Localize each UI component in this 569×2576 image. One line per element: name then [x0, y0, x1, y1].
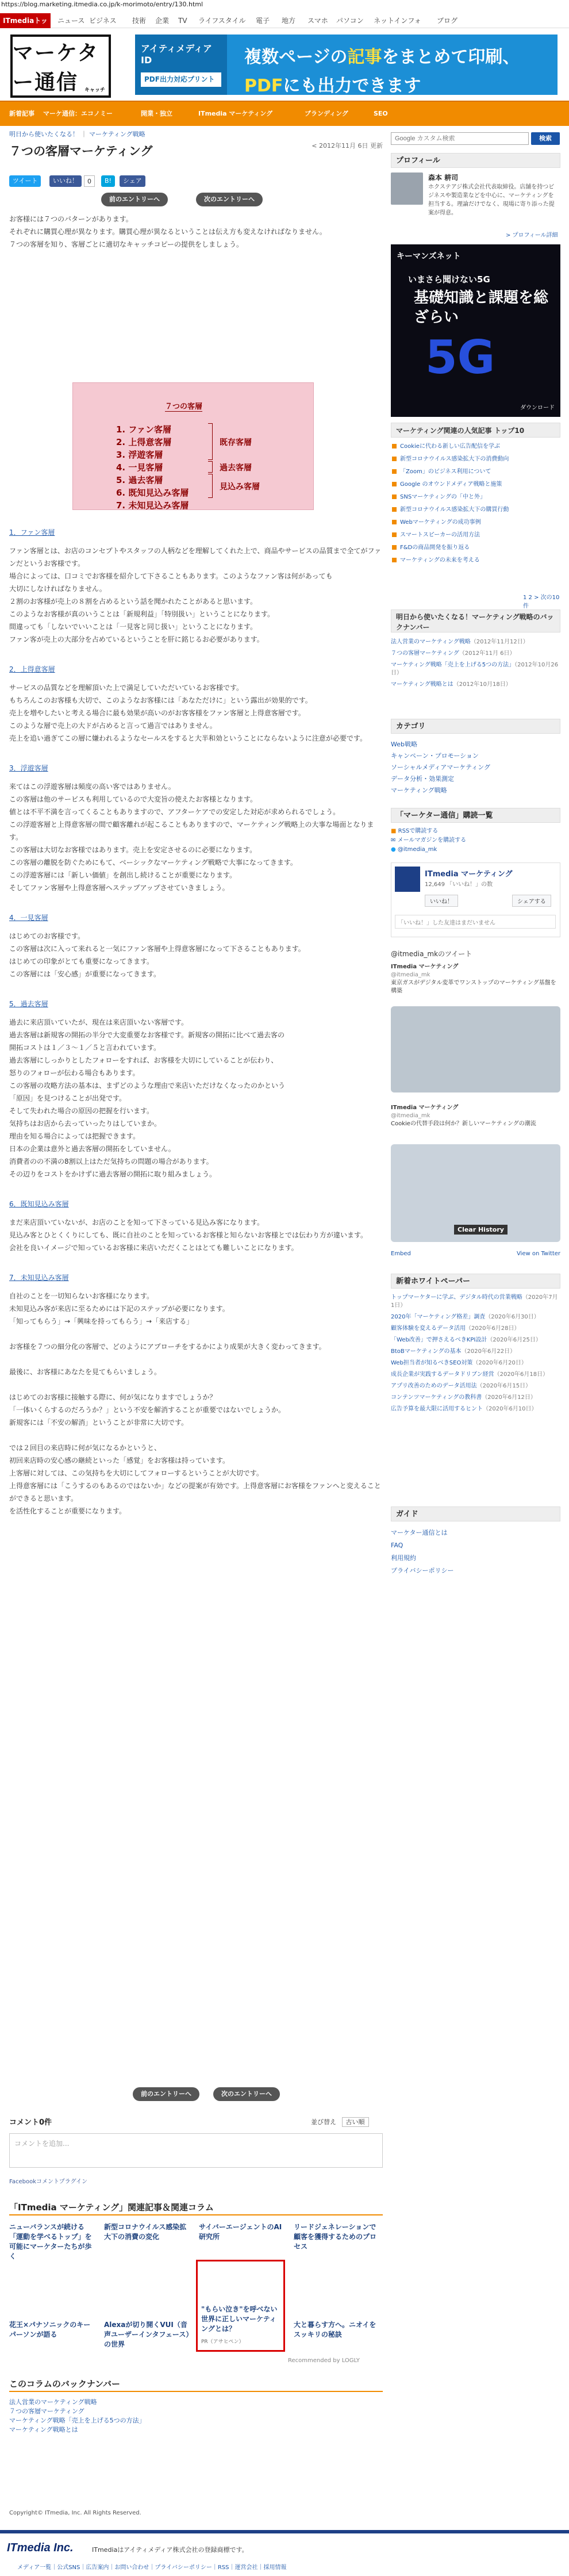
body-paragraph: その辺りをコストをかけずに過去客層の開拓に取り組みましょう。 — [9, 1170, 217, 1178]
cat-nav-seo[interactable]: SEO — [374, 110, 388, 117]
fb-page-avatar — [395, 867, 420, 892]
body-paragraph: サービスの品質などを理解頂いた上で満足していただいているお客様です。 — [9, 684, 244, 692]
tweet-button[interactable]: ツイート — [9, 175, 41, 187]
diagram-brace — [208, 474, 213, 498]
breadcrumb — [9, 129, 383, 139]
nav-item-pc[interactable]: パソコン — [336, 17, 364, 25]
whitepaper-item[interactable]: 成長企業が実践するデータドリブン経営（2020年6月18日） — [391, 1371, 549, 1378]
bullet-icon — [392, 558, 397, 562]
diagram-brace — [208, 461, 213, 473]
category-nav — [0, 101, 569, 126]
diagram-group-past: 過去客層 — [220, 463, 252, 473]
whitepaper-item[interactable]: 顧客体験を変えるデータ活用（2020年6月28日） — [391, 1325, 520, 1332]
social-buttons — [9, 175, 383, 188]
cat-nav-economy[interactable]: マーケ通信：エコノミー — [43, 110, 113, 117]
breadcrumb-category[interactable]: マーケティング戦略 — [89, 131, 145, 138]
site-logo[interactable] — [10, 34, 111, 98]
ad-sub: いまさら聞けない5G — [408, 274, 490, 285]
fb-page-name[interactable]: ITmedia マーケティング — [425, 870, 513, 879]
copyright: Copyright© ITmedia, Inc. All Rights Reserved. — [9, 2510, 141, 2516]
body-paragraph: この客層は大切なお客様ではあります。売上を安定させるのに必要になります。 — [9, 846, 257, 854]
search-button[interactable]: 検索 — [531, 132, 560, 145]
avatar — [391, 172, 423, 205]
category-item[interactable]: ソーシャルメディアマーケティング — [391, 764, 491, 771]
fb-friends-placeholder: 「いいね！」した友達はまだいません — [395, 915, 556, 929]
ranking-title: マーケティング関連の人気記事 トップ10 — [391, 423, 560, 438]
footer-desc: ITmediaはアイティメディア株式会社の登録商標です。 — [92, 2546, 248, 2554]
related-article-highlighted[interactable]: "もらい泣き"を呼べない世界に正しいマーケティングとは？ — [201, 2305, 278, 2333]
tweet-1[interactable] — [391, 963, 560, 995]
diagram-item: 6. 既知見込み客層 — [116, 488, 189, 498]
backnum-sidebar-title: 明日から使いたくなる！マーケティング戦略のバックナンバー — [391, 610, 560, 632]
diagram-title: ７つの客層 — [165, 400, 202, 412]
comment-sort-label: 並び替え — [311, 2118, 336, 2126]
cat-nav-new[interactable]: 新着記事 — [9, 110, 34, 117]
section-heading: 6．既知見込み客層 — [9, 1200, 69, 1208]
category-item[interactable]: マーケティング戦略 — [391, 787, 447, 794]
nav-item-tech[interactable]: 技術 — [132, 17, 147, 25]
body-paragraph: この客層の離脱を防ぐためにもて、ベーシックなマーケティング戦略で大事になってきます。 — [9, 858, 297, 867]
diagram-group-existing: 既存客層 — [220, 438, 252, 447]
ranking-item[interactable]: マーケティングの未来を考える — [391, 557, 560, 565]
section-heading: 5．過去客層 — [9, 1000, 48, 1008]
intro-line: ７つの客層を知り、客層ごとに適切なキャッチコピーの提供をしましょう。 — [9, 240, 244, 248]
nav-item-business[interactable]: ビジネス — [89, 17, 117, 25]
body-paragraph: この客層は次に入って来れると一気にファン客層や上得意客層になって下さることもあります。 — [9, 945, 305, 953]
bullet-icon — [392, 520, 397, 524]
rss-icon: ■ — [391, 828, 397, 834]
whitepaper-item[interactable]: アプリ改善のためのデータ活用法（2020年6月15日） — [391, 1383, 532, 1389]
ranking-item[interactable]: Cookieに代わる新しい広告配信を学ぶ — [391, 443, 560, 451]
tweet-text: Cookieの代替手段は何か？新しいマーケティングの潮流 — [391, 1121, 536, 1127]
ranking-item[interactable]: 新型コロナウイルス感染拡大下の購買行動 — [391, 506, 560, 514]
guide-item[interactable]: FAQ — [391, 1542, 403, 1549]
twitter-embed-link[interactable]: Embed — [391, 1251, 411, 1257]
twitter-follow-link[interactable]: ● @itmedia_mk — [391, 846, 437, 853]
body-paragraph: 開拓コストは１／３～１／５と言われています。 — [9, 1044, 161, 1052]
body-paragraph: はじめてのお客様です。 — [9, 932, 85, 940]
guide-list — [391, 1527, 453, 1577]
backnum-sidebar-item[interactable]: マーケティング戦略「売上を上げる5つの方法」（2012年10月26日） — [391, 662, 559, 676]
whitepaper-list — [391, 1294, 560, 1417]
bullet-icon — [392, 482, 397, 486]
section-heading: 1．ファン客層 — [9, 528, 55, 536]
banner-copy — [244, 43, 555, 95]
ranking-list — [391, 443, 560, 569]
body-paragraph: そして失われた場合の原因の把握を行います。 — [9, 1107, 154, 1115]
tweet-image[interactable] — [391, 1144, 560, 1242]
category-list — [391, 739, 490, 796]
seven-segments-diagram — [72, 382, 314, 510]
body-paragraph: ファン客が売上の大部分を占めているということを肝に銘じるお必要があります。 — [9, 635, 264, 643]
profile-title: プロフィール — [391, 153, 560, 168]
body-paragraph: そしてファン客層や上得意客層へステップアップさせていきましょう。 — [9, 884, 229, 892]
profile-more-link[interactable]: > プロフィール詳細 — [506, 232, 558, 239]
footer-logo[interactable]: ITmedia Inc. — [7, 2542, 74, 2554]
ranking-item[interactable]: Google のオウンドメディア戦略と施策 — [391, 481, 560, 489]
guide-title: ガイド — [391, 1506, 560, 1521]
url-bar[interactable]: https://blog.marketing.itmedia.co.jp/k-morimoto/entry/130.html — [1, 1, 203, 8]
body-paragraph: を活性化することが重要になります。 — [9, 1507, 126, 1515]
bullet-icon — [392, 532, 397, 537]
article-body — [9, 526, 383, 1517]
body-paragraph: このような層で売上の大ドが占めると言って過言ではありません。 — [9, 722, 217, 730]
bullet-icon — [392, 507, 397, 512]
logo-text: マーケター通信 — [13, 41, 99, 94]
nav-item-enterprise[interactable]: 企業 — [155, 17, 170, 25]
backnumber-title: このコラムのバックナンバー — [9, 2379, 121, 2389]
guide-item[interactable]: プライバシーポリシー — [391, 1567, 454, 1574]
nav-item-lifestyle[interactable]: ライフスタイル — [198, 17, 246, 25]
backnum-sidebar-item[interactable]: マーケティング戦略とは（2012年10月18日） — [391, 681, 512, 688]
bullet-icon — [392, 457, 397, 461]
ranking-item[interactable]: 「Zoom」のビジネス利用について — [391, 468, 560, 476]
fb-page-like-button[interactable]: いいね！ — [425, 895, 458, 907]
section-heading: 7．未知見込み客層 — [9, 1274, 69, 1282]
body-paragraph: 見込み客とひとくくりにしても、既に自社のことを知っているお客様と知らないお客様とでは伝わり方が違います。 — [9, 1231, 368, 1239]
body-paragraph: まだ来店頂いていないが、お店のことを知って下さっている見込み客になります。 — [9, 1218, 264, 1226]
body-paragraph: 過去客層にしっかりとしたフォローをすれば、お客様を大切にしていることが伝わり、 — [9, 1056, 278, 1064]
body-paragraph: 最後に、お客様にあなたを見てもらいましょう。 — [9, 1368, 162, 1376]
profile-desc: ホクステアジ株式会社代表取締役。店舗を持つビジネスや製造業などを中心に、マーケティングを担当する。理論だけでなく、現場に寄り添った提案が得意。 — [428, 184, 555, 216]
related-article[interactable]: Alexaが切り開くVUI（音声ユーザーインタフェース）の世界 — [104, 2321, 190, 2348]
bullet-icon — [392, 545, 397, 550]
guide-item[interactable]: 利用規約 — [391, 1554, 416, 1562]
related-article[interactable]: サイバーエージェントのAI研究所 — [199, 2223, 282, 2241]
diagram-item: 5. 過去客層 — [116, 475, 163, 485]
nav-item-tv[interactable]: TV — [178, 17, 187, 25]
fb-page-share-button[interactable]: シェアする — [512, 895, 551, 907]
body-paragraph: 日本の企業は意外と過去客層の開拓をしていません。 — [9, 1145, 175, 1153]
category-title: カテゴリ — [391, 719, 560, 734]
body-paragraph: 理由を知る場合によっては把握できます。 — [9, 1132, 140, 1140]
backnumber-item[interactable]: マーケティング戦略とは — [9, 2426, 78, 2433]
comment-input[interactable]: コメントを追加... — [9, 2133, 383, 2168]
entry-nav-bottom — [133, 2087, 322, 2102]
body-paragraph: 「原因」を見つけることが出発です。 — [9, 1094, 126, 1102]
tweet-handle: @itmedia_mk — [391, 1113, 430, 1119]
section-heading: 2．上得意客層 — [9, 665, 55, 673]
category-item[interactable]: データ分析・効果測定 — [391, 775, 454, 783]
logo-sub: キャッチ — [84, 87, 105, 93]
related-article[interactable]: 大と暮らす方へ。ニオイをスッキリの秘訣 — [294, 2321, 376, 2339]
whitepaper-item[interactable]: 「Web改善」で押さえるべきKPI設計（2020年6月25日） — [391, 1337, 541, 1343]
category-item[interactable]: Web戦略 — [391, 741, 417, 748]
tweet-text: 東京ガスがデジタル変革でワンストップのマーケティング基盤を構築 — [391, 980, 556, 994]
subscribe-title: 「マーケター通信」購読一覧 — [391, 808, 560, 823]
related-divider — [9, 2214, 383, 2215]
nav-item-netinfo[interactable]: ネットインフォ — [374, 17, 421, 25]
nav-item-local[interactable]: 地方 — [282, 17, 296, 25]
nav-item-electronics[interactable]: 電子 — [256, 17, 270, 25]
diagram-item: 1. ファン客層 — [116, 424, 172, 435]
whitepaper-item[interactable]: コンテンツマーケティングの教科書（2020年6月12日） — [391, 1394, 536, 1401]
backnumber-item[interactable]: ７つの客層マーケティング — [9, 2408, 84, 2415]
body-paragraph: 売上を増やしたいと考える場合に最も効果が高いのがお客客様をファン客層と上得意客層です。 — [9, 709, 305, 717]
article-date: < 2012年11月 6日 更新 — [312, 142, 383, 150]
fb-page-likes: 12,649 「いいね！」の数 — [425, 881, 493, 888]
body-paragraph: 初回来店時の安心感の継続といった「感覚」をお客様は持っています。 — [9, 1456, 230, 1465]
related-article[interactable]: 新型コロナウイルス感染拡大下の消費の変化 — [104, 2223, 187, 2241]
backnumber-item[interactable]: 法人営業のマーケティング戦略 — [9, 2398, 97, 2406]
logly-credit: Recommended by LOGLY — [288, 2358, 360, 2364]
bullet-icon — [392, 469, 397, 474]
related-article[interactable]: ニューバランスが続ける「運動を学べるトップ」を可能にマーケターたちが歩く — [9, 2223, 92, 2260]
backnumber-divider — [9, 2391, 383, 2392]
mail-icon: ✉ — [391, 837, 396, 844]
body-paragraph: 新規客には「不安の解消」ということが非常に大切です。 — [9, 1419, 189, 1427]
body-paragraph: この浮遊客層と上得意客層の間で顧客離れが起こることもありますので、マーケティング戦略上の大事な場面となります。 — [9, 821, 374, 841]
diagram-item: 7. 未知見込み客層 — [116, 500, 189, 511]
diagram-list — [116, 423, 189, 512]
fb-like-count: 0 — [84, 175, 95, 187]
body-paragraph: 自社のことを一切知らないお客様になります。 — [9, 1292, 154, 1300]
ad-headline: 基礎知識と課題を総ざらい — [414, 289, 549, 326]
body-paragraph: このようなお客様が真のいうことは「新規利益」「特別扱い」ということになります。 — [9, 610, 275, 618]
body-paragraph: この客層の攻略方法の基本は、まずどのような理由で来店いただけなくなったのかという — [9, 1082, 286, 1090]
fb-comment-plugin[interactable]: Facebookコメントプラグイン — [9, 2179, 88, 2185]
ranking-item[interactable]: 新型コロナウイルス感染拡大下の消費動向 — [391, 455, 560, 463]
mail-link[interactable]: ✉ メールマガジンを購読する — [391, 837, 467, 844]
related-highlight-box[interactable] — [196, 2260, 285, 2352]
banner-left — [135, 34, 227, 95]
body-paragraph: 売上を追い過ぎてこの層に嫌われるようなセールスをすると大半和効ということにならないように注意が必要です。 — [9, 734, 367, 742]
profile-name[interactable]: 森本 耕司 — [428, 174, 459, 182]
breadcrumb-separator: ｜ — [80, 131, 87, 138]
nav-itmedia-top[interactable]: ITmediaトッ — [0, 13, 51, 28]
tweet-image[interactable] — [391, 1006, 560, 1092]
banner-line1: 複数ページの記事をまとめて印刷、 — [244, 47, 520, 67]
footer-links[interactable]: メディア一覧｜公式SNS｜広告案内｜お問い合わせ｜プライバシーポリシー｜RSS｜運営会社｜採用情報 — [17, 2564, 287, 2571]
banner-sub: PDF出力対応プリント — [141, 72, 221, 87]
body-paragraph: 会社を良いイメージで知っているお客様に来店いただくことはとても難しいことになります。 — [9, 1244, 298, 1252]
intro-line: お客様には７つのパターンがあります。 — [9, 215, 133, 223]
tweet-author: ITmedia マーケティング — [391, 1105, 459, 1111]
twitter-view-link[interactable]: View on Twitter — [516, 1251, 560, 1257]
cat-nav-branding[interactable]: ブランディング — [305, 110, 348, 117]
rss-link[interactable]: ■ RSSで購読する — [391, 828, 439, 834]
tweet-handle: @itmedia_mk — [391, 972, 430, 978]
backnum-sidebar-list — [391, 638, 560, 692]
whitepaper-title: 新着ホワイトペーパー — [391, 1274, 560, 1289]
comment-sort[interactable] — [311, 2117, 369, 2126]
intro-line: それぞれに購買心理が異なります。購買心理が異なるということは伝え方も変えなければなりません。 — [9, 228, 326, 236]
fb-share-button[interactable]: シェア — [120, 175, 145, 187]
tweet-author: ITmedia マーケティング — [391, 964, 459, 970]
body-paragraph: では２回目の来店時に何が気になるかというと、 — [9, 1444, 162, 1452]
body-paragraph: 来てはこの浮遊客層は頻度の高い客ではありません。 — [9, 783, 175, 791]
cat-nav-itmedia-marketing[interactable]: ITmedia マーケティング — [198, 110, 273, 117]
body-paragraph: ２割のお客様が売上の８割を占めるという話を聞かれたことがあると思います。 — [9, 597, 257, 605]
prev-entry-button[interactable]: 前のエントリーへ — [133, 2087, 199, 2101]
body-paragraph: はじめての印象がとても重要になってきます。 — [9, 957, 154, 965]
body-paragraph: 値とは不平不満を言ってくることもありますので、アフターケアでの安定した対応が求められるでしょう。 — [9, 808, 340, 816]
body-paragraph: 上客層に対しては、この気持ちを大切にしてフォローするということが大切です。 — [9, 1469, 263, 1477]
body-paragraph: はじめてのお客様に接触する際に、何が気になりますでしょうか？ — [9, 1393, 217, 1401]
ranking-item[interactable]: SNSマーケティングの「中と外」 — [391, 493, 560, 501]
ranking-item[interactable]: スマートスピーカーの活用方法 — [391, 531, 560, 539]
page-title: ７つの客層マーケティング — [9, 145, 153, 158]
body-paragraph: もちろんこのお客様も大切で、このようなお客様には「あなただけに」という露出が効果的です。 — [9, 696, 312, 704]
main-column — [9, 129, 383, 2516]
whitepaper-item[interactable]: BtoBマーケティングの基本（2020年6月22日） — [391, 1348, 516, 1355]
hatena-button[interactable]: B! — [101, 175, 115, 187]
ad-brand: キーマンズネット — [397, 252, 461, 261]
body-paragraph: 過去に来店頂いていたが、現在は来店頂いない客層です。 — [9, 1018, 189, 1026]
subscribe-list — [391, 827, 466, 854]
twitter-icon: ● — [391, 846, 396, 853]
site-header — [0, 9, 569, 117]
body-paragraph: この客層には「安心感」が重要になってきます。 — [9, 970, 161, 978]
comment-count: コメント0件 — [9, 2118, 52, 2127]
body-paragraph: 過去客層は新規客の開拓の半分で大変重要なお客様です。新規客の開拓に比べて過去客の — [9, 1031, 285, 1039]
site-footer — [0, 2530, 569, 2576]
backnumber-list — [9, 2398, 145, 2435]
body-paragraph: 上得意客層には「こうするのもあるのではないか」などの提案が有効です。上得意客層にお客様をファンへと変えることができると思います。 — [9, 1482, 381, 1502]
body-paragraph: 怒りのフォローが伝わる場合もあります。 — [9, 1069, 140, 1077]
body-paragraph: 「知ってもらう」→「興味を持ってもらう」→「来店する」 — [9, 1317, 194, 1325]
body-paragraph: 消費者のの不満の8割以上はただ気持ちの問題の場合があります。 — [9, 1157, 213, 1166]
related-article[interactable]: リードジェネレーションで顧客を獲得するためのプロセス — [294, 2223, 377, 2251]
fb-like-button[interactable]: いいね！ — [49, 175, 82, 187]
body-paragraph: 場合によっては、口コミでお客様を紹介して下さることもあります。このようなファン客は何があっても — [9, 572, 333, 580]
bullet-icon — [392, 494, 397, 499]
prev-entry-button[interactable]: 前のエントリーへ — [101, 193, 168, 206]
backnumber-item[interactable]: マーケティング戦略「売上を上げる5つの方法」 — [9, 2417, 145, 2424]
article-intro — [9, 213, 383, 251]
header-banner-ad[interactable] — [135, 34, 558, 95]
body-paragraph: ファン客層とは、お店のコンセプトやスタッフの人柄などを理解してくれた上で、商品やサービスの品質まで全てがファンだというお客様です。 — [9, 547, 382, 568]
diagram-item: 2. 上得意客層 — [116, 437, 172, 447]
breadcrumb-column[interactable]: 明日から使いたくなる！ — [9, 131, 79, 138]
next-entry-button[interactable]: 次のエントリーへ — [196, 193, 263, 206]
backnum-sidebar-item[interactable]: 法人営業のマーケティング戦略（2012年11月12日） — [391, 639, 529, 645]
global-nav — [0, 13, 569, 28]
ad-download: ダウンロード — [520, 405, 555, 411]
nav-item-news[interactable]: ニュース — [57, 17, 85, 25]
twitter-widget-title: @itmedia_mkのツイート — [391, 950, 472, 958]
diagram-brace — [208, 423, 213, 460]
facebook-page-widget — [391, 862, 560, 937]
section-heading: 4．一見客層 — [9, 914, 48, 922]
diagram-item: 4. 一見客層 — [116, 462, 163, 473]
ranking-pagination[interactable]: 1 2 > 次の10件 — [523, 595, 560, 610]
sidebar-ad[interactable] — [391, 244, 560, 417]
related-article[interactable]: 花王×パナソニックのキーパーソンが語る — [9, 2321, 91, 2339]
tweet-2[interactable] — [391, 1104, 560, 1128]
body-paragraph: 間違っても「しないでいいことは「一見客と同じ扱い」ということになります。 — [9, 623, 257, 631]
cat-nav-startup[interactable]: 開業・独立 — [141, 110, 172, 117]
body-paragraph: 未知見込み客が来店に至るためには下記のステップが必要になります。 — [9, 1305, 229, 1313]
related-title: 「ITmedia マーケティング」関連記事＆関連コラム — [9, 2202, 214, 2213]
twitter-widget-footer — [391, 1251, 560, 1257]
comment-sort-select[interactable]: 古い順 — [342, 2117, 369, 2127]
backnum-sidebar-item[interactable]: ７つの客層マーケティング（2012年11月 6日） — [391, 650, 516, 657]
ad-5g-graphic: 5G — [425, 331, 495, 384]
section-heading: 3．浮遊客層 — [9, 764, 48, 772]
entry-nav-top — [101, 193, 291, 208]
tweet-image-label: Clear History — [454, 1225, 508, 1235]
body-paragraph: 「一体いくらするのだろうか？」という不安を解消することが重要ではないでしょうか。 — [9, 1406, 286, 1414]
body-paragraph: この浮遊客層には「新しい価値」を創出し続けることが重要になります。 — [9, 871, 237, 879]
guide-item[interactable]: マーケター通信とは — [391, 1529, 448, 1536]
diagram-group-prospect: 見込み客層 — [220, 482, 260, 492]
whitepaper-item[interactable]: Web担当者が知るべきSEO対策（2020年6月20日） — [391, 1360, 527, 1366]
next-entry-button[interactable]: 次のエントリーへ — [213, 2087, 280, 2101]
banner-line2: PDFにも出力できます — [244, 76, 421, 95]
bullet-icon — [392, 444, 397, 448]
ranking-item[interactable]: F&Dの商品開発を振り返る — [391, 544, 560, 552]
banner-brand: アイティメディアID — [141, 43, 213, 66]
ranking-item[interactable]: Webマーケティングの成功事例 — [391, 519, 560, 527]
search-input[interactable] — [391, 132, 529, 145]
body-paragraph: 気持ちはお店から去っていったりはしていまか。 — [9, 1120, 162, 1128]
diagram-item: 3. 浮遊客層 — [116, 450, 163, 460]
body-paragraph: お客様を７つの細分化の客層で、どのようにアプローチをするかにより成果が大きく変わってきます。 — [9, 1343, 326, 1351]
whitepaper-item[interactable]: トップマーケターに学ぶ、デジタル時代の営業戦略（2020年7月1日） — [391, 1294, 558, 1309]
related-promo-label: PR（アサヒペン） — [201, 2339, 244, 2345]
nav-item-smartphone[interactable]: スマホ — [307, 17, 328, 25]
category-item[interactable]: キャンペーン・プロモーション — [391, 752, 479, 760]
whitepaper-item[interactable]: 2020年「マーケティング格差」調査（2020年6月30日） — [391, 1314, 540, 1320]
whitepaper-item[interactable]: 広告予算を最大限に活用するヒント（2020年6月10日） — [391, 1406, 537, 1412]
nav-item-blog[interactable]: ブログ — [437, 17, 458, 25]
search-form — [391, 132, 560, 146]
body-paragraph: 大切にしなければなりません。 — [9, 585, 106, 593]
body-paragraph: この客層は他のサービスも利用しているので大変旨の使えたお客様となります。 — [9, 795, 257, 803]
